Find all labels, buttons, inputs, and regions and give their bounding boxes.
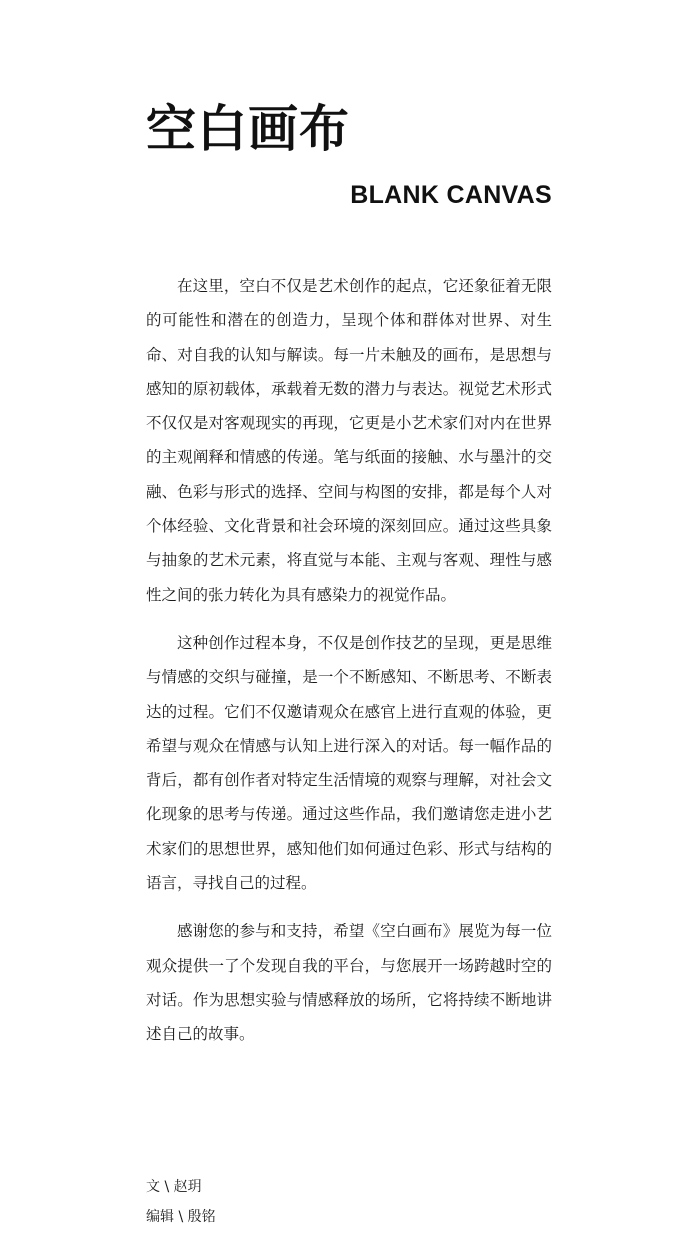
page-title: 空白画布 <box>146 100 350 158</box>
body-paragraph-1: 在这里，空白不仅是艺术创作的起点，它还象征着无限的可能性和潜在的创造力，呈现个体和群体对世界、对生命、对自我的认知与解读。每一片未触及的画布，是思想与感知的原初载体，承载着无数的潜力与表达。视觉艺术形式不仅仅是对客观现实的再现，它更是小艺术家们对内在世界的主观阐释和情感的传递。笔与纸面的接触、水与墨汁的交融、色彩与形式的选择、空间与构图的安排，都是每个人对个体经验、文化背景和社会环境的深刻回应。通过这些具象与抽象的艺术元素，将直觉与本能、主观与客观、理性与感性之间的张力转化为具有感染力的视觉作品。 <box>146 277 552 604</box>
credits <box>146 1172 216 1232</box>
author-credit: 文 \ 赵玥 <box>146 1179 202 1195</box>
body-paragraph-2: 这种创作过程本身，不仅是创作技艺的呈现，更是思维与情感的交织与碰撞，是一个不断感知、不断思考、不断表达的过程。它们不仅邀请观众在感官上进行直观的体验，更希望与观众在情感与认知上进行深入的对话。每一幅作品的背后，都有创作者对特定生活情境的观察与理解，对社会文化现象的思考与传递。通过这些作品，我们邀请您走进小艺术家们的思想世界，感知他们如何通过色彩、形式与结构的语言，寻找自己的过程。 <box>146 633 552 893</box>
page-subtitle-english: BLANK CANVAS <box>350 181 552 209</box>
article-page <box>146 0 552 1253</box>
body-paragraph-3: 感谢您的参与和支持，希望《空白画布》展览为每一位观众提供一了个发现自我的平台，与您展开一场跨越时空的对话。作为思想实验与情感释放的场所，它将持续不断地讲述自己的故事。 <box>146 922 552 1044</box>
article-body <box>146 269 552 1066</box>
editor-credit: 编辑 \ 殷铭 <box>146 1209 216 1225</box>
